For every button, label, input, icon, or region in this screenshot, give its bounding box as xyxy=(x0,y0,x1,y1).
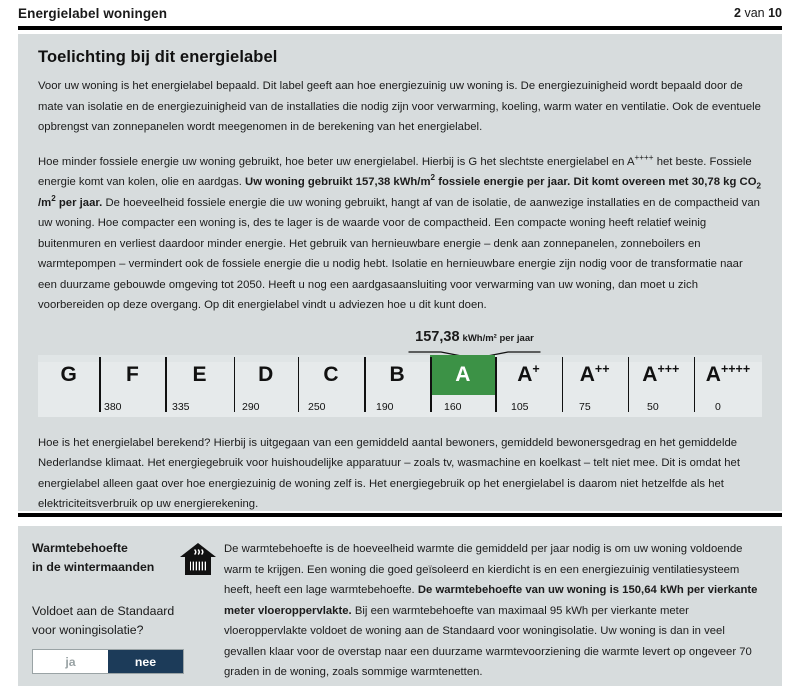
scale-tick-335: 335 xyxy=(172,400,190,413)
scale-cell-aplusplus xyxy=(562,355,628,395)
heat-text-a: De warmtebehoefte is de hoeveelheid warmte die gemiddeld per jaar nodig is om uw woning voldoende warm te krijgen. Een woning die goed geïsoleerd en kierdicht is en een energiezuinig ventilatiesysteem heeft, heeft een lage warmtebehoefte. xyxy=(224,543,743,596)
callout-value: 157,38 xyxy=(415,328,460,345)
toggle-option-ja[interactable]: ja xyxy=(33,650,108,673)
heat-demand-title-line2: in de wintermaanden xyxy=(32,560,155,574)
page-separator: van xyxy=(744,6,765,20)
heat-demand-title-line1: Warmtebehoefte xyxy=(32,541,128,555)
heat-demand-summary xyxy=(18,526,218,686)
scale-cell-label: A xyxy=(455,363,471,386)
standard-question-line2: voor woningisolatie? xyxy=(32,623,144,637)
scale-cell-a xyxy=(430,355,495,395)
house-radiator-icon xyxy=(178,540,218,578)
standard-answer-toggle[interactable] xyxy=(32,649,184,674)
p2-bold-1: Uw woning gebruikt 157,38 kWh/m xyxy=(245,176,431,188)
p2-text-c: De hoeveelheid fossiele energie die uw woning gebruikt, hangt af van de isolatie, de aanwezige installaties en de compactheid van uw woning. Hoe compacter een woning is, des te lager is de waarde voor de compactheid. Een compacte woning heeft relatief weinig buitenmuren en verliest daardoor minder energie. Het gebruik van hernieuwbare energie – denk aan zonnepanelen, zonneboilers en warmtepompen – vermindert ook de fossiele energie die u nodig hebt. Isolatie en hernieuwbare energie zijn nodig voor de transformatie naar een duurzame gebouwde omgeving tot 2050. Heeft u nog een aardgasaansluiting voor verwarming van uw woning, dan moet u zich voorbereiden op deze overgang. Op dit energielabel vindt u adviezen hoe u dit kunt doen. xyxy=(38,196,760,311)
scale-cell-label: C xyxy=(323,363,339,386)
energy-label-scale xyxy=(38,329,762,417)
p2-sup-a: ++++ xyxy=(634,152,654,162)
p2-bold-3: /m xyxy=(38,196,52,209)
p2-text-a: Hoe minder fossiele energie uw woning gebruikt, hoe beter uw energielabel. Hierbij is G het slechtste energielabel en A xyxy=(38,155,635,168)
page-current: 2 xyxy=(734,6,741,20)
scale-cell-plus: +++ xyxy=(657,362,680,376)
scale-cell-e xyxy=(165,355,233,395)
scale-cell-f xyxy=(99,355,165,395)
scale-tick-250: 250 xyxy=(308,400,326,413)
p2-bold-2-sub: 2 xyxy=(756,181,762,191)
heat-demand-text xyxy=(224,539,766,683)
scale-cell-label: F xyxy=(125,363,139,386)
scale-cell-aplusplusplusplus xyxy=(694,355,762,395)
scale-tick-160: 160 xyxy=(444,400,462,413)
paragraph-calculation: Hoe is het energielabel berekend? Hierbij is uitgegaan van een gemiddeld aantal bewoners, gemiddeld bewonersgedrag en het gemiddelde Nederlandse klimaat. Het energiegebruik voor huishoudelijke apparatuur – zoals tv, wasmachine en koelkast – telt niet mee. Dit is omdat het energielabel alleen gaat over hoe energiezuinig de woning zelf is. Het energiegebruik op het energielabel is daarom niet hetzelfde als het elektriciteitsverbruik op uw energierekening. xyxy=(38,436,740,510)
heat-demand-description xyxy=(218,526,782,686)
scale-cell-d xyxy=(234,355,298,395)
page-header xyxy=(0,0,800,26)
scale-tick-50: 50 xyxy=(647,400,659,413)
heat-text-bold: De warmtebehoefte van uw woning is 150,64 kWh per vierkante meter vloeroppervlakte. xyxy=(224,584,758,617)
scale-cell-aplus xyxy=(495,355,561,395)
scale-cell-plus: ++ xyxy=(594,362,610,376)
paragraph-fossil-energy xyxy=(38,152,762,316)
scale-cell-plus: + xyxy=(532,362,540,376)
p2-bold-1-sup: 2 xyxy=(430,173,436,183)
page-indicator xyxy=(734,6,782,20)
heat-text-b: Bij een warmtebehoefte van maximaal 95 kWh per vierkante meter vloeroppervlakte voldoet de woning aan de Standaard voor woningisolatie. Uw woning is dan in veel gevallen klaar voor de overstap naar een duurzame warmtevoorziening die warmte levert op ongeveer 70 graden in de woning, zoals sommige warmtenetten. xyxy=(224,604,752,678)
scale-cells xyxy=(38,355,762,395)
explanation-panel xyxy=(18,34,782,511)
scale-cell-label: B xyxy=(389,363,405,386)
scale-cell-g xyxy=(38,355,99,395)
header-divider xyxy=(18,26,782,30)
paragraph-intro: Voor uw woning is het energielabel bepaald. Dit label geeft aan hoe energiezuinig uw woning is. De energiezuinigheid wordt bepaald door de mate van isolatie en de energiezuinigheid van de installaties die nodig zijn voor verwarming, koeling, warm water en ventilatie. Ook de eventuele opbrengst van zonnepanelen wordt meegenomen in de berekening van het energielabel. xyxy=(38,80,761,133)
scale-cell-plus: ++++ xyxy=(720,362,751,376)
scale-tick-values xyxy=(38,399,762,417)
p2-bold-4: per jaar. xyxy=(55,196,103,209)
page-title: Energielabel woningen xyxy=(18,5,168,21)
scale-cell-label: A++ xyxy=(579,362,610,386)
scale-bar xyxy=(38,355,762,417)
scale-cell-aplusplusplus xyxy=(628,355,694,395)
scale-tick-380: 380 xyxy=(104,400,122,413)
toggle-option-nee[interactable]: nee xyxy=(108,650,183,673)
scale-tick-105: 105 xyxy=(511,400,529,413)
callout-unit: kWh/m² per jaar xyxy=(462,332,534,344)
standard-question-line1: Voldoet aan de Standaard xyxy=(32,604,175,618)
scale-cell-label: A+++ xyxy=(642,362,680,386)
scale-cell-label: D xyxy=(258,363,274,386)
section-title: Toelichting bij dit energielabel xyxy=(38,48,278,66)
scale-cell-c xyxy=(298,355,364,395)
scale-tick-0: 0 xyxy=(715,400,721,413)
scale-cell-label: A++++ xyxy=(705,362,751,386)
heat-demand-panel xyxy=(18,526,782,686)
section-divider xyxy=(18,513,782,517)
scale-cell-b xyxy=(364,355,430,395)
scale-tick-190: 190 xyxy=(376,400,394,413)
page-total: 10 xyxy=(768,6,782,20)
scale-tick-75: 75 xyxy=(579,400,591,413)
p2-bold-3-sup: 2 xyxy=(51,193,56,203)
scale-tick-290: 290 xyxy=(242,400,260,413)
p2-bold-2: fossiele energie per jaar. Dit komt overeen met 30,78 kg CO xyxy=(435,176,757,188)
scale-cell-label: A+ xyxy=(517,362,540,386)
callout-text xyxy=(415,329,534,345)
scale-cell-label: E xyxy=(192,363,207,386)
scale-cell-label: G xyxy=(60,363,77,386)
p2-text-b: het beste. Fossiele energie komt van kolen, olie en aardgas. xyxy=(38,155,752,188)
